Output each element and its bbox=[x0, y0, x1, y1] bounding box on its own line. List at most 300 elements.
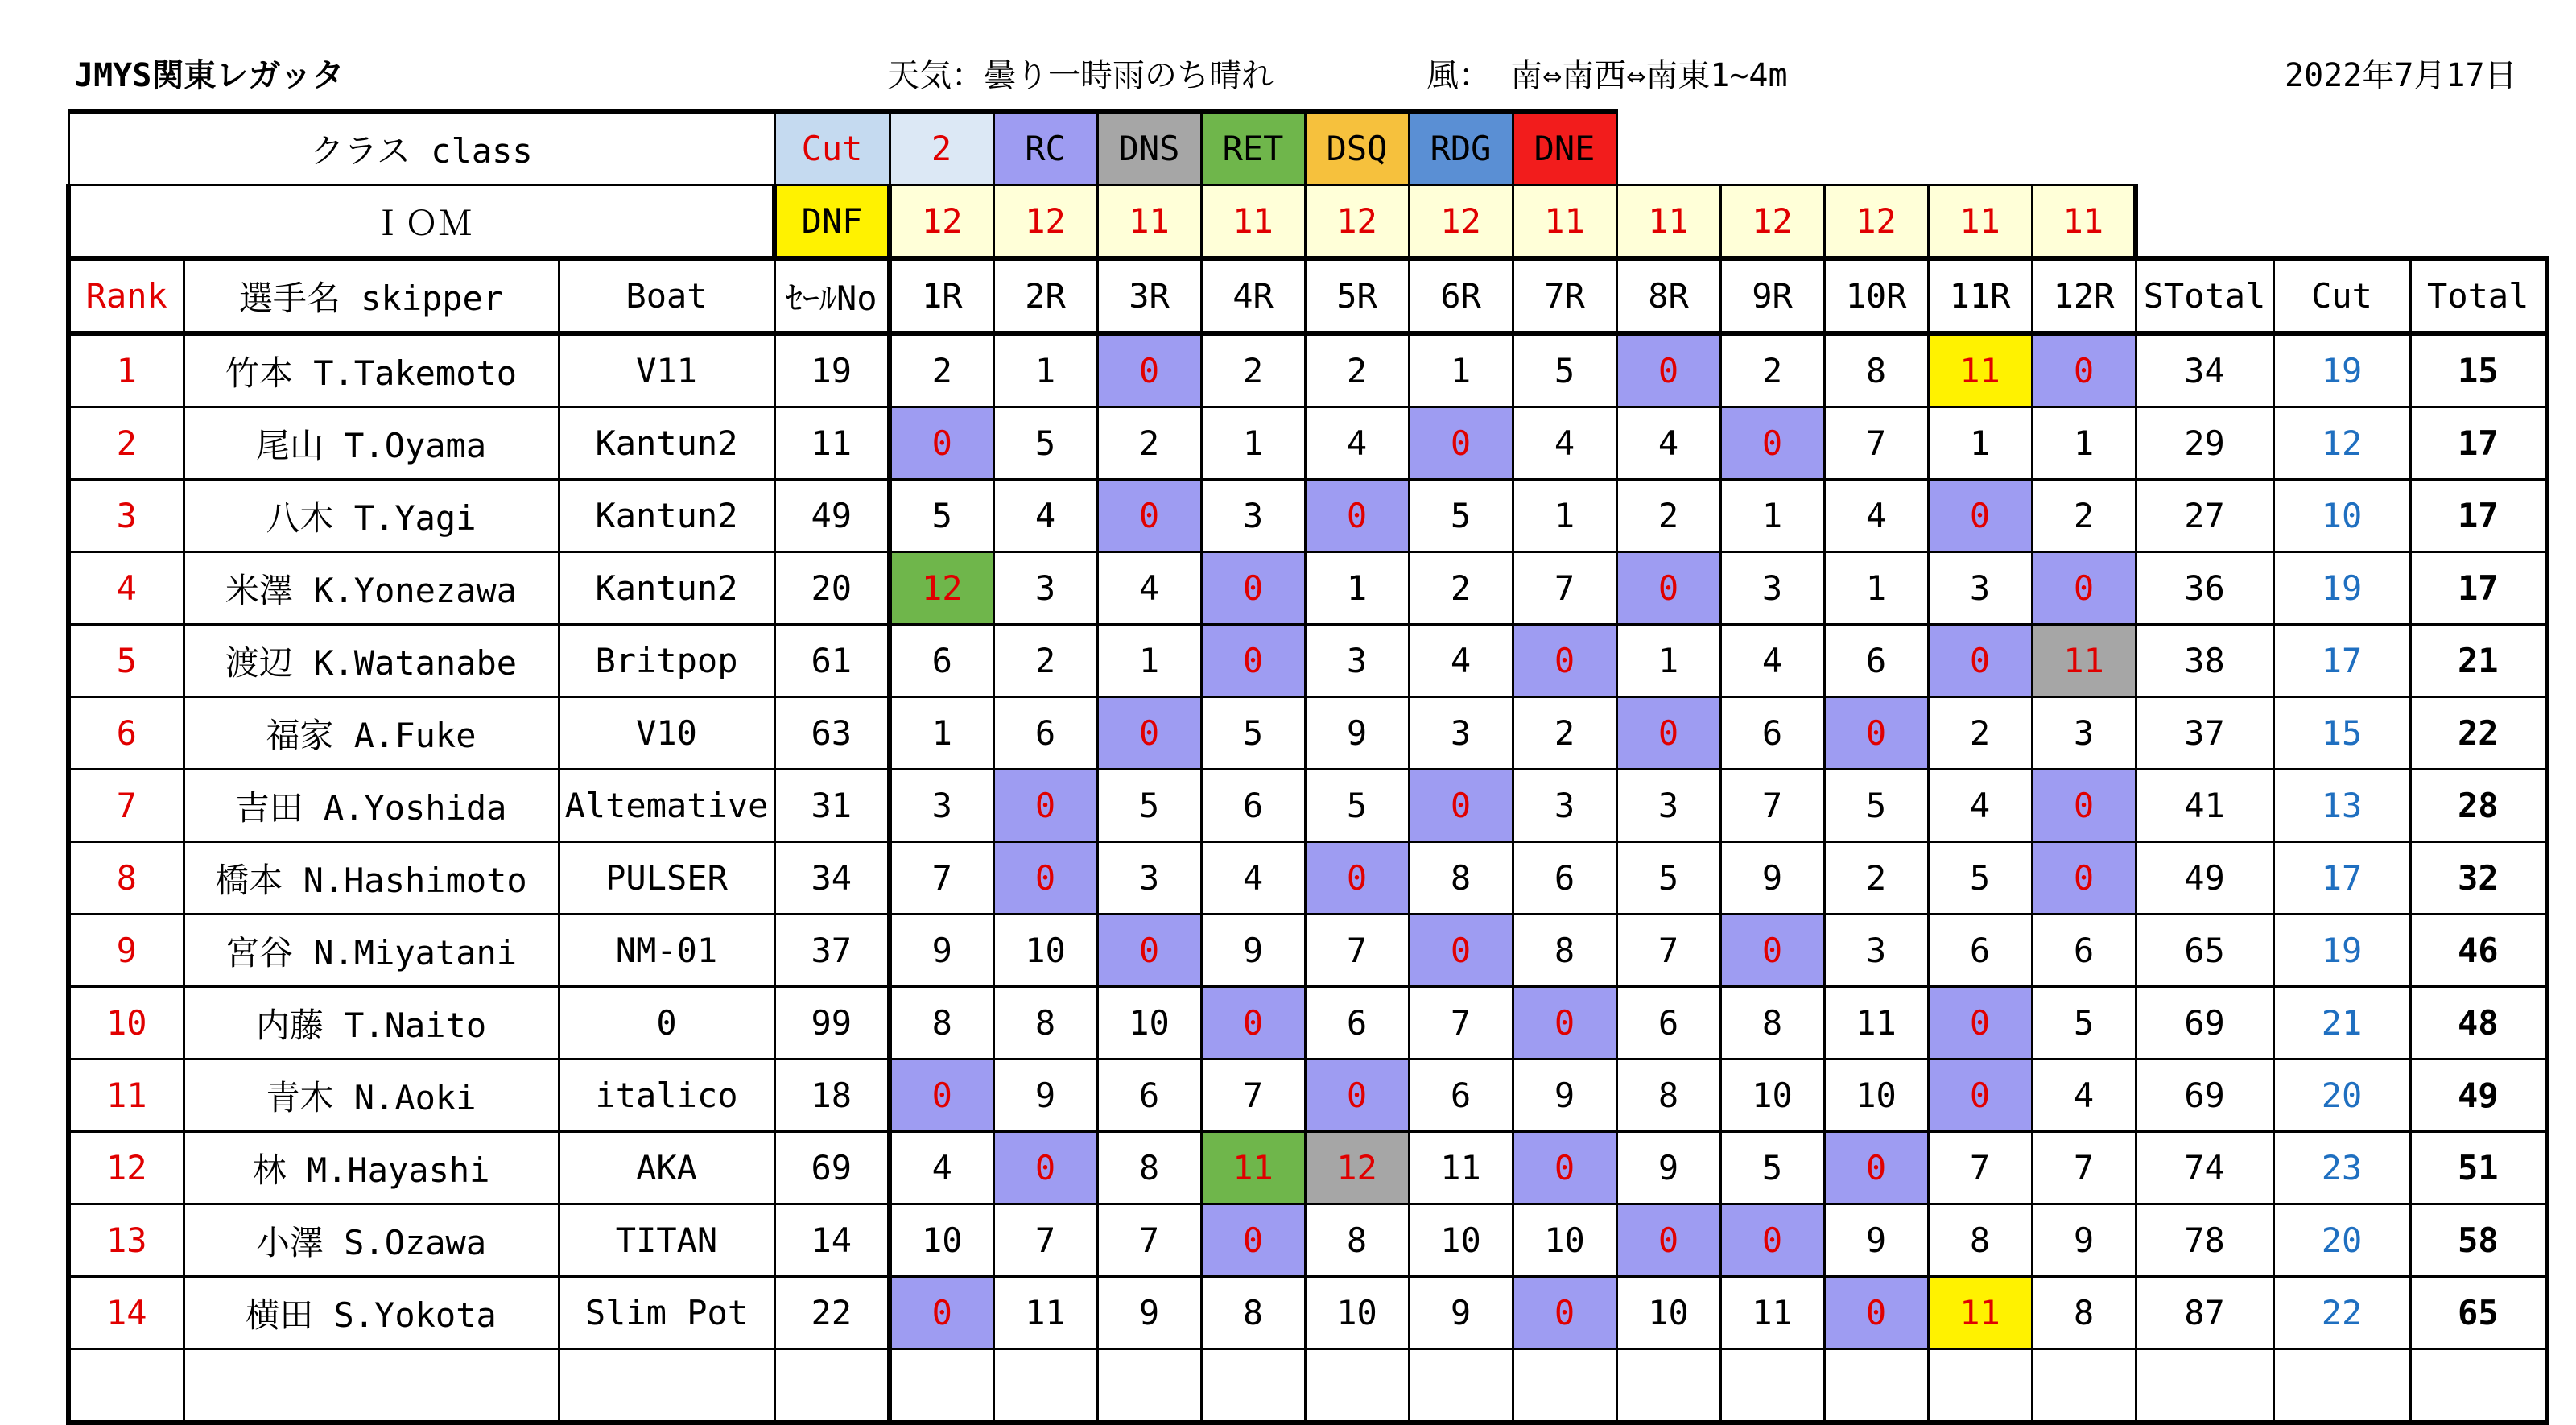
sail-number-cell: 63 bbox=[774, 697, 890, 770]
race-score-11r: 3 bbox=[1928, 552, 2032, 625]
column-header-0: Rank bbox=[68, 258, 184, 333]
race-score-5r: 1 bbox=[1305, 552, 1409, 625]
sail-number-cell: 18 bbox=[774, 1059, 890, 1132]
race-score-5r: 6 bbox=[1305, 987, 1409, 1059]
skipper-cell: 福家 A.Fuke bbox=[184, 697, 559, 770]
race-score-7r: 0 bbox=[1513, 1132, 1616, 1204]
empty-cell bbox=[774, 1349, 890, 1423]
race-score-3r: 5 bbox=[1097, 770, 1201, 842]
table-row bbox=[68, 1132, 2547, 1204]
stotal-cell: 37 bbox=[2136, 697, 2273, 770]
race-score-1r: 4 bbox=[890, 1132, 993, 1204]
boat-cell: Kantun2 bbox=[559, 407, 774, 480]
table-row bbox=[68, 552, 2547, 625]
empty-cell bbox=[184, 1349, 559, 1423]
race-score-3r: 0 bbox=[1097, 333, 1201, 407]
stotal-cell: 34 bbox=[2136, 333, 2273, 407]
race-score-7r: 8 bbox=[1513, 915, 1616, 987]
column-header-15: 12R bbox=[2032, 258, 2136, 333]
empty-cell bbox=[2273, 1349, 2410, 1423]
column-header-14: 11R bbox=[1928, 258, 2032, 333]
race-entries-1r: 12 bbox=[890, 185, 993, 259]
sail-number-cell: 61 bbox=[774, 625, 890, 697]
race-score-11r: 0 bbox=[1928, 625, 2032, 697]
rank-cell: 7 bbox=[68, 770, 184, 842]
race-score-2r: 2 bbox=[993, 625, 1097, 697]
boat-cell: Britpop bbox=[559, 625, 774, 697]
sail-number-cell: 69 bbox=[774, 1132, 890, 1204]
race-score-3r: 4 bbox=[1097, 552, 1201, 625]
race-score-11r: 4 bbox=[1928, 770, 2032, 842]
race-score-8r: 8 bbox=[1616, 1059, 1720, 1132]
column-header-1: 選手名 skipper bbox=[184, 258, 559, 333]
boat-cell: Slim Pot bbox=[559, 1277, 774, 1349]
race-entries-12r: 11 bbox=[2032, 185, 2136, 259]
table-row bbox=[68, 842, 2547, 915]
race-score-7r: 0 bbox=[1513, 1277, 1616, 1349]
race-entries-2r: 12 bbox=[993, 185, 1097, 259]
race-score-12r: 11 bbox=[2032, 625, 2136, 697]
rank-cell: 12 bbox=[68, 1132, 184, 1204]
table-row bbox=[68, 1204, 2547, 1277]
skipper-cell: 林 M.Hayashi bbox=[184, 1132, 559, 1204]
race-score-3r: 2 bbox=[1097, 407, 1201, 480]
empty-cell bbox=[890, 1349, 993, 1423]
race-score-8r: 0 bbox=[1616, 552, 1720, 625]
rank-cell: 13 bbox=[68, 1204, 184, 1277]
race-score-8r: 2 bbox=[1616, 480, 1720, 552]
race-entries-3r: 11 bbox=[1097, 185, 1201, 259]
race-score-3r: 0 bbox=[1097, 480, 1201, 552]
race-score-10r: 0 bbox=[1824, 697, 1928, 770]
boat-cell: 0 bbox=[559, 987, 774, 1059]
race-score-8r: 10 bbox=[1616, 1277, 1720, 1349]
column-header-9: 6R bbox=[1409, 258, 1513, 333]
race-score-11r: 6 bbox=[1928, 915, 2032, 987]
boat-cell: Kantun2 bbox=[559, 480, 774, 552]
race-score-8r: 0 bbox=[1616, 697, 1720, 770]
race-score-6r: 4 bbox=[1409, 625, 1513, 697]
race-score-8r: 5 bbox=[1616, 842, 1720, 915]
table-row bbox=[68, 625, 2547, 697]
legend-row-entries bbox=[68, 185, 2547, 259]
cut-cell: 19 bbox=[2273, 915, 2410, 987]
race-score-10r: 9 bbox=[1824, 1204, 1928, 1277]
race-score-3r: 0 bbox=[1097, 697, 1201, 770]
rank-cell: 9 bbox=[68, 915, 184, 987]
race-score-9r: 0 bbox=[1720, 1204, 1824, 1277]
race-score-1r: 10 bbox=[890, 1204, 993, 1277]
race-score-11r: 0 bbox=[1928, 1059, 2032, 1132]
race-score-1r: 2 bbox=[890, 333, 993, 407]
cut-cell: 23 bbox=[2273, 1132, 2410, 1204]
race-score-4r: 2 bbox=[1201, 333, 1305, 407]
race-score-5r: 0 bbox=[1305, 842, 1409, 915]
table-row bbox=[68, 987, 2547, 1059]
column-header-3: ｾｰﾙNo bbox=[774, 258, 890, 333]
race-score-8r: 9 bbox=[1616, 1132, 1720, 1204]
weather-info: 天気：曇り一時雨のち晴れ bbox=[887, 57, 1274, 94]
race-score-6r: 10 bbox=[1409, 1204, 1513, 1277]
race-entries-7r: 11 bbox=[1513, 185, 1616, 259]
skipper-cell: 渡辺 K.Watanabe bbox=[184, 625, 559, 697]
column-header-17: Cut bbox=[2273, 258, 2410, 333]
stotal-cell: 38 bbox=[2136, 625, 2273, 697]
stotal-cell: 27 bbox=[2136, 480, 2273, 552]
race-score-10r: 8 bbox=[1824, 333, 1928, 407]
race-score-12r: 9 bbox=[2032, 1204, 2136, 1277]
race-score-10r: 11 bbox=[1824, 987, 1928, 1059]
skipper-cell: 尾山 T.Oyama bbox=[184, 407, 559, 480]
race-score-1r: 5 bbox=[890, 480, 993, 552]
total-cell: 48 bbox=[2410, 987, 2547, 1059]
cut-cell: 19 bbox=[2273, 333, 2410, 407]
race-score-10r: 6 bbox=[1824, 625, 1928, 697]
rank-cell: 5 bbox=[68, 625, 184, 697]
legend-dnf: DNF bbox=[774, 185, 890, 259]
race-score-7r: 10 bbox=[1513, 1204, 1616, 1277]
legend-code-dsq: DSQ bbox=[1305, 111, 1409, 185]
total-cell: 22 bbox=[2410, 697, 2547, 770]
race-score-4r: 0 bbox=[1201, 625, 1305, 697]
race-score-1r: 0 bbox=[890, 407, 993, 480]
sail-number-cell: 99 bbox=[774, 987, 890, 1059]
empty-cell bbox=[1513, 1349, 1616, 1423]
race-score-6r: 0 bbox=[1409, 915, 1513, 987]
sail-number-cell: 11 bbox=[774, 407, 890, 480]
sail-number-cell: 19 bbox=[774, 333, 890, 407]
race-score-8r: 1 bbox=[1616, 625, 1720, 697]
cut-cell: 17 bbox=[2273, 625, 2410, 697]
race-score-7r: 4 bbox=[1513, 407, 1616, 480]
total-cell: 65 bbox=[2410, 1277, 2547, 1349]
skipper-cell: 小澤 S.Ozawa bbox=[184, 1204, 559, 1277]
race-score-9r: 4 bbox=[1720, 625, 1824, 697]
race-score-2r: 0 bbox=[993, 770, 1097, 842]
race-score-4r: 3 bbox=[1201, 480, 1305, 552]
legend-code-rdg: RDG bbox=[1409, 111, 1513, 185]
race-score-7r: 5 bbox=[1513, 333, 1616, 407]
race-score-8r: 7 bbox=[1616, 915, 1720, 987]
total-cell: 58 bbox=[2410, 1204, 2547, 1277]
page-title: JMYS関東レガッタ bbox=[74, 57, 345, 94]
race-score-9r: 6 bbox=[1720, 697, 1824, 770]
sail-number-cell: 14 bbox=[774, 1204, 890, 1277]
legend-blank bbox=[1616, 111, 2547, 185]
total-cell: 21 bbox=[2410, 625, 2547, 697]
race-score-4r: 1 bbox=[1201, 407, 1305, 480]
race-score-9r: 0 bbox=[1720, 915, 1824, 987]
sail-number-cell: 31 bbox=[774, 770, 890, 842]
legend-row-codes bbox=[68, 111, 2547, 185]
race-score-11r: 8 bbox=[1928, 1204, 2032, 1277]
race-score-2r: 5 bbox=[993, 407, 1097, 480]
results-table bbox=[66, 109, 2549, 1425]
column-header-11: 8R bbox=[1616, 258, 1720, 333]
race-score-2r: 11 bbox=[993, 1277, 1097, 1349]
race-score-6r: 1 bbox=[1409, 333, 1513, 407]
empty-cell bbox=[1616, 1349, 1720, 1423]
race-score-4r: 4 bbox=[1201, 842, 1305, 915]
race-score-7r: 1 bbox=[1513, 480, 1616, 552]
boat-cell: V11 bbox=[559, 333, 774, 407]
column-header-12: 9R bbox=[1720, 258, 1824, 333]
race-score-2r: 8 bbox=[993, 987, 1097, 1059]
sail-number-cell: 49 bbox=[774, 480, 890, 552]
race-score-10r: 5 bbox=[1824, 770, 1928, 842]
race-score-8r: 0 bbox=[1616, 333, 1720, 407]
race-score-9r: 9 bbox=[1720, 842, 1824, 915]
total-cell: 32 bbox=[2410, 842, 2547, 915]
race-score-11r: 7 bbox=[1928, 1132, 2032, 1204]
race-entries-8r: 11 bbox=[1616, 185, 1720, 259]
table-row bbox=[68, 407, 2547, 480]
sail-number-cell: 20 bbox=[774, 552, 890, 625]
sail-number-cell: 37 bbox=[774, 915, 890, 987]
race-score-5r: 4 bbox=[1305, 407, 1409, 480]
legend-code-2: 2 bbox=[890, 111, 993, 185]
race-score-6r: 8 bbox=[1409, 842, 1513, 915]
table-row bbox=[68, 480, 2547, 552]
race-score-10r: 1 bbox=[1824, 552, 1928, 625]
race-score-6r: 7 bbox=[1409, 987, 1513, 1059]
race-score-5r: 8 bbox=[1305, 1204, 1409, 1277]
race-score-4r: 0 bbox=[1201, 987, 1305, 1059]
race-score-7r: 0 bbox=[1513, 625, 1616, 697]
cut-cell: 20 bbox=[2273, 1059, 2410, 1132]
race-score-1r: 0 bbox=[890, 1277, 993, 1349]
empty-cell bbox=[2032, 1349, 2136, 1423]
race-score-4r: 5 bbox=[1201, 697, 1305, 770]
stotal-cell: 65 bbox=[2136, 915, 2273, 987]
race-score-5r: 7 bbox=[1305, 915, 1409, 987]
race-score-6r: 11 bbox=[1409, 1132, 1513, 1204]
race-score-3r: 6 bbox=[1097, 1059, 1201, 1132]
skipper-cell: 八木 T.Yagi bbox=[184, 480, 559, 552]
race-score-5r: 0 bbox=[1305, 480, 1409, 552]
race-score-11r: 5 bbox=[1928, 842, 2032, 915]
race-score-8r: 6 bbox=[1616, 987, 1720, 1059]
skipper-cell: 青木 N.Aoki bbox=[184, 1059, 559, 1132]
legend-code-dne: DNE bbox=[1513, 111, 1616, 185]
race-score-10r: 7 bbox=[1824, 407, 1928, 480]
race-score-10r: 2 bbox=[1824, 842, 1928, 915]
race-score-1r: 1 bbox=[890, 697, 993, 770]
skipper-cell: 米澤 K.Yonezawa bbox=[184, 552, 559, 625]
race-score-4r: 0 bbox=[1201, 1204, 1305, 1277]
race-score-10r: 0 bbox=[1824, 1277, 1928, 1349]
entries-blank bbox=[2136, 185, 2547, 259]
empty-cell bbox=[559, 1349, 774, 1423]
race-score-12r: 0 bbox=[2032, 552, 2136, 625]
race-score-5r: 3 bbox=[1305, 625, 1409, 697]
legend-code-dns: DNS bbox=[1097, 111, 1201, 185]
race-score-1r: 3 bbox=[890, 770, 993, 842]
race-score-9r: 11 bbox=[1720, 1277, 1824, 1349]
race-score-9r: 7 bbox=[1720, 770, 1824, 842]
skipper-cell: 竹本 T.Takemoto bbox=[184, 333, 559, 407]
total-cell: 17 bbox=[2410, 407, 2547, 480]
total-cell: 17 bbox=[2410, 552, 2547, 625]
race-score-3r: 3 bbox=[1097, 842, 1201, 915]
cut-cell: 15 bbox=[2273, 697, 2410, 770]
race-score-2r: 10 bbox=[993, 915, 1097, 987]
race-score-7r: 9 bbox=[1513, 1059, 1616, 1132]
race-score-4r: 7 bbox=[1201, 1059, 1305, 1132]
race-score-2r: 7 bbox=[993, 1204, 1097, 1277]
rank-cell: 8 bbox=[68, 842, 184, 915]
race-score-4r: 8 bbox=[1201, 1277, 1305, 1349]
race-score-5r: 9 bbox=[1305, 697, 1409, 770]
class-label: クラス class bbox=[68, 111, 774, 185]
empty-cell bbox=[993, 1349, 1097, 1423]
race-score-2r: 1 bbox=[993, 333, 1097, 407]
boat-cell: Altemative bbox=[559, 770, 774, 842]
race-score-1r: 9 bbox=[890, 915, 993, 987]
boat-cell: Kantun2 bbox=[559, 552, 774, 625]
race-score-8r: 3 bbox=[1616, 770, 1720, 842]
race-score-6r: 9 bbox=[1409, 1277, 1513, 1349]
race-score-12r: 3 bbox=[2032, 697, 2136, 770]
stotal-cell: 41 bbox=[2136, 770, 2273, 842]
race-score-10r: 3 bbox=[1824, 915, 1928, 987]
race-score-12r: 0 bbox=[2032, 842, 2136, 915]
cut-cell: 10 bbox=[2273, 480, 2410, 552]
empty-row bbox=[68, 1349, 2547, 1423]
race-score-5r: 2 bbox=[1305, 333, 1409, 407]
race-score-11r: 1 bbox=[1928, 407, 2032, 480]
race-score-9r: 3 bbox=[1720, 552, 1824, 625]
race-score-7r: 6 bbox=[1513, 842, 1616, 915]
race-score-8r: 0 bbox=[1616, 1204, 1720, 1277]
rank-cell: 4 bbox=[68, 552, 184, 625]
cut-cell: 19 bbox=[2273, 552, 2410, 625]
race-score-7r: 0 bbox=[1513, 987, 1616, 1059]
total-cell: 51 bbox=[2410, 1132, 2547, 1204]
skipper-cell: 横田 S.Yokota bbox=[184, 1277, 559, 1349]
stotal-cell: 74 bbox=[2136, 1132, 2273, 1204]
race-score-10r: 0 bbox=[1824, 1132, 1928, 1204]
race-score-9r: 0 bbox=[1720, 407, 1824, 480]
race-score-1r: 7 bbox=[890, 842, 993, 915]
race-score-3r: 8 bbox=[1097, 1132, 1201, 1204]
column-header-6: 3R bbox=[1097, 258, 1201, 333]
race-score-11r: 2 bbox=[1928, 697, 2032, 770]
stotal-cell: 36 bbox=[2136, 552, 2273, 625]
race-score-6r: 2 bbox=[1409, 552, 1513, 625]
boat-cell: AKA bbox=[559, 1132, 774, 1204]
column-header-5: 2R bbox=[993, 258, 1097, 333]
race-score-11r: 0 bbox=[1928, 987, 2032, 1059]
race-score-4r: 9 bbox=[1201, 915, 1305, 987]
race-score-12r: 8 bbox=[2032, 1277, 2136, 1349]
column-header-4: 1R bbox=[890, 258, 993, 333]
skipper-cell: 橋本 N.Hashimoto bbox=[184, 842, 559, 915]
cut-cell: 21 bbox=[2273, 987, 2410, 1059]
race-score-10r: 4 bbox=[1824, 480, 1928, 552]
race-score-7r: 7 bbox=[1513, 552, 1616, 625]
empty-cell bbox=[68, 1349, 184, 1423]
race-score-4r: 11 bbox=[1201, 1132, 1305, 1204]
cut-cell: 17 bbox=[2273, 842, 2410, 915]
race-score-7r: 3 bbox=[1513, 770, 1616, 842]
stotal-cell: 49 bbox=[2136, 842, 2273, 915]
race-score-11r: 11 bbox=[1928, 333, 2032, 407]
race-score-3r: 9 bbox=[1097, 1277, 1201, 1349]
total-cell: 49 bbox=[2410, 1059, 2547, 1132]
race-score-2r: 6 bbox=[993, 697, 1097, 770]
race-score-1r: 6 bbox=[890, 625, 993, 697]
cut-cell: 20 bbox=[2273, 1204, 2410, 1277]
boat-cell: TITAN bbox=[559, 1204, 774, 1277]
race-entries-10r: 12 bbox=[1824, 185, 1928, 259]
race-score-12r: 0 bbox=[2032, 333, 2136, 407]
skipper-cell: 吉田 A.Yoshida bbox=[184, 770, 559, 842]
boat-cell: V10 bbox=[559, 697, 774, 770]
boat-cell: NM-01 bbox=[559, 915, 774, 987]
race-score-12r: 1 bbox=[2032, 407, 2136, 480]
race-score-5r: 5 bbox=[1305, 770, 1409, 842]
race-score-12r: 7 bbox=[2032, 1132, 2136, 1204]
wind-info: 風： 南⇔南西⇔南東1~4m bbox=[1426, 57, 1788, 94]
rank-cell: 10 bbox=[68, 987, 184, 1059]
skipper-cell: 内藤 T.Naito bbox=[184, 987, 559, 1059]
column-header-row bbox=[68, 258, 2547, 333]
boat-cell: italico bbox=[559, 1059, 774, 1132]
race-score-1r: 0 bbox=[890, 1059, 993, 1132]
boat-cell: PULSER bbox=[559, 842, 774, 915]
race-score-5r: 12 bbox=[1305, 1132, 1409, 1204]
race-entries-11r: 11 bbox=[1928, 185, 2032, 259]
race-score-1r: 12 bbox=[890, 552, 993, 625]
race-score-3r: 1 bbox=[1097, 625, 1201, 697]
stotal-cell: 87 bbox=[2136, 1277, 2273, 1349]
legend-code-cut: Cut bbox=[774, 111, 890, 185]
column-header-10: 7R bbox=[1513, 258, 1616, 333]
race-score-9r: 8 bbox=[1720, 987, 1824, 1059]
total-cell: 15 bbox=[2410, 333, 2547, 407]
race-entries-4r: 11 bbox=[1201, 185, 1305, 259]
race-score-12r: 2 bbox=[2032, 480, 2136, 552]
race-score-12r: 6 bbox=[2032, 915, 2136, 987]
race-score-3r: 10 bbox=[1097, 987, 1201, 1059]
total-cell: 28 bbox=[2410, 770, 2547, 842]
race-score-2r: 9 bbox=[993, 1059, 1097, 1132]
column-header-8: 5R bbox=[1305, 258, 1409, 333]
table-row bbox=[68, 333, 2547, 407]
column-header-13: 10R bbox=[1824, 258, 1928, 333]
rank-cell: 1 bbox=[68, 333, 184, 407]
race-score-5r: 0 bbox=[1305, 1059, 1409, 1132]
rank-cell: 14 bbox=[68, 1277, 184, 1349]
race-entries-9r: 12 bbox=[1720, 185, 1824, 259]
rank-cell: 2 bbox=[68, 407, 184, 480]
race-score-9r: 2 bbox=[1720, 333, 1824, 407]
cut-cell: 12 bbox=[2273, 407, 2410, 480]
race-score-1r: 8 bbox=[890, 987, 993, 1059]
empty-cell bbox=[1409, 1349, 1513, 1423]
stotal-cell: 69 bbox=[2136, 1059, 2273, 1132]
race-score-2r: 0 bbox=[993, 842, 1097, 915]
event-date: 2022年7月17日 bbox=[2285, 57, 2517, 94]
table-row bbox=[68, 697, 2547, 770]
race-score-8r: 4 bbox=[1616, 407, 1720, 480]
sail-number-cell: 34 bbox=[774, 842, 890, 915]
race-score-9r: 10 bbox=[1720, 1059, 1824, 1132]
cut-cell: 22 bbox=[2273, 1277, 2410, 1349]
race-score-6r: 5 bbox=[1409, 480, 1513, 552]
race-score-12r: 4 bbox=[2032, 1059, 2136, 1132]
